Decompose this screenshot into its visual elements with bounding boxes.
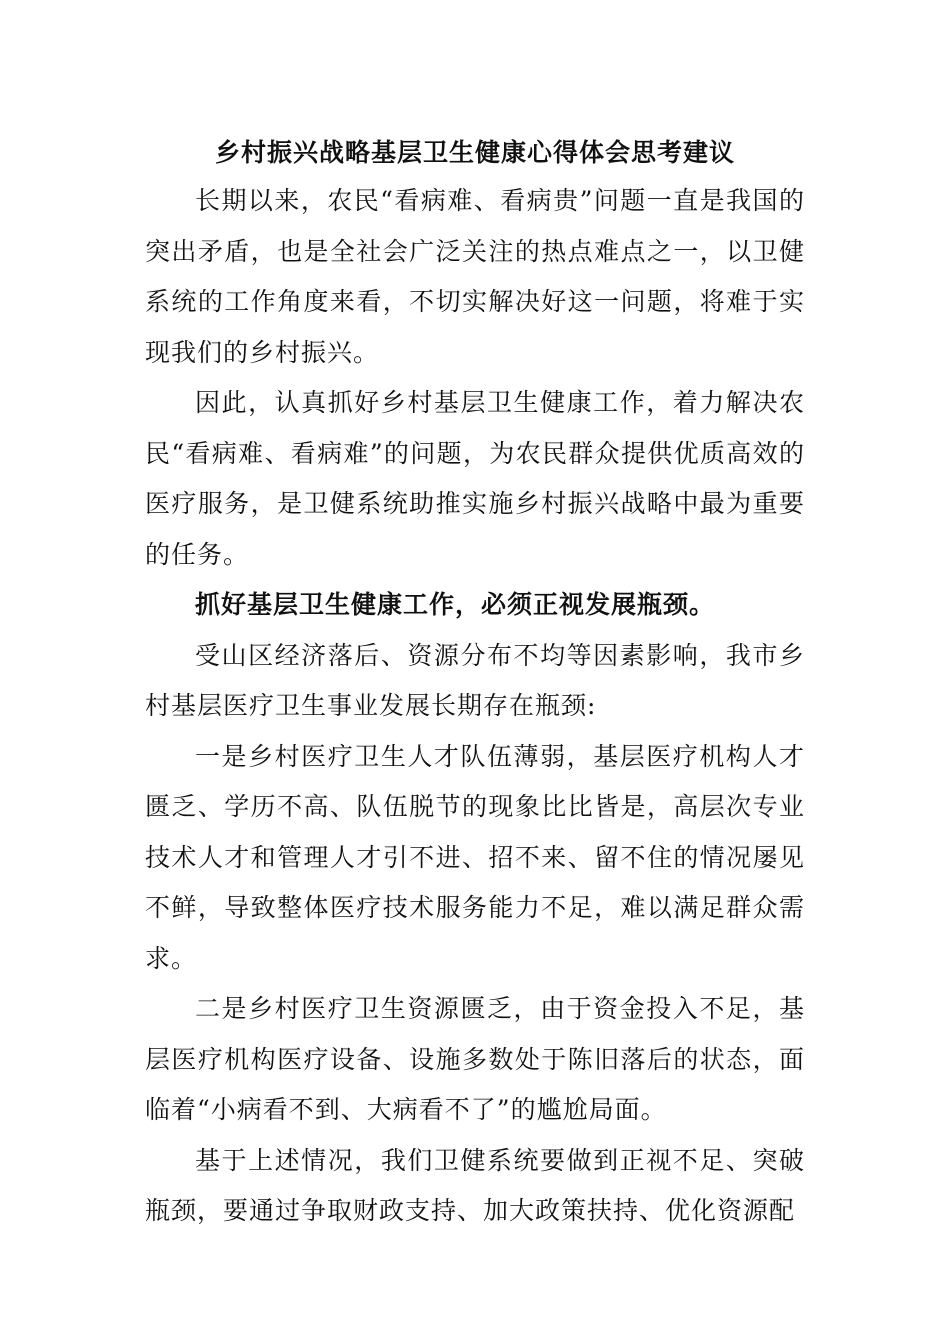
document-title: 乡村振兴战略基层卫生健康心得体会思考建议 — [214, 138, 735, 167]
paragraph: 基于上述情况，我们卫健系统要做到正视不足、突破瓶颈，要通过争取财政支持、加大政策扶持、优化资源配 — [145, 1145, 805, 1225]
paragraph: 二是乡村医疗卫生资源匮乏，由于资金投入不足，基层医疗机构医疗设备、设施多数处于陈旧落后的状态，面临着“小病看不到、大病看不了”的尴尬局面。 — [145, 994, 805, 1124]
paragraph: 受山区经济落后、资源分布不均等因素影响，我市乡村基层医疗卫生事业发展长期存在瓶颈: — [145, 640, 805, 720]
section-heading: 抓好基层卫生健康工作，必须正视发展瓶颈。 — [195, 590, 716, 619]
paragraph: 一是乡村医疗卫生人才队伍薄弱，基层医疗机构人才匮乏、学历不高、队伍脱节的现象比比皆是，高层次专业技术人才和管理人才引不进、招不来、留不住的情况屡见不鲜，导致整体医疗技术服务能力不足，难以满足群众需求。 — [145, 741, 805, 973]
paragraph: 因此，认真抓好乡村基层卫生健康工作，着力解决农民“看病难、看病难”的问题，为农民群众提供优质高效的医疗服务，是卫健系统助推实施乡村振兴战略中最为重要的任务。 — [145, 388, 805, 569]
document-body — [145, 176, 805, 1237]
paragraph: 长期以来，农民“看病难、看病贵”问题一直是我国的突出矛盾，也是全社会广泛关注的热点难点之一，以卫健系统的工作角度来看，不切实解决好这一问题，将难于实现我们的乡村振兴。 — [145, 186, 805, 367]
